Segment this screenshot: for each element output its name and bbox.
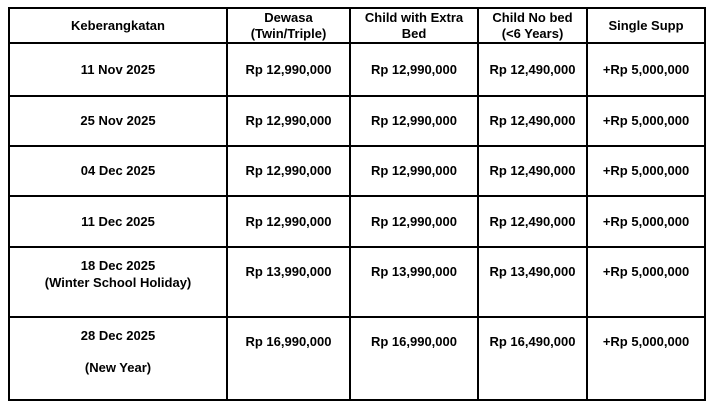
cell-departure-date [9, 196, 227, 247]
departure-date-line: 11 Nov 2025 [80, 61, 156, 77]
column-header-label: Child No bed [492, 9, 573, 25]
cell-child-extra-bed: Rp 16,990,000 [350, 317, 478, 400]
column-header-single_supp [587, 8, 705, 43]
cell-single-supp: +Rp 5,000,000 [587, 317, 705, 400]
table-body [9, 43, 705, 400]
cell-child-no-bed: Rp 12,490,000 [478, 196, 587, 247]
departure-date-line: (Winter School Holiday) [44, 275, 192, 290]
cell-child-extra-bed: Rp 12,990,000 [350, 146, 478, 196]
table-row [9, 317, 705, 400]
cell-departure-date [9, 146, 227, 196]
column-header-child_extra_bed [350, 8, 478, 43]
cell-dewasa: Rp 12,990,000 [227, 96, 350, 146]
cell-dewasa: Rp 16,990,000 [227, 317, 350, 400]
column-header-label: (Twin/Triple) [250, 25, 327, 41]
cell-departure-date [9, 43, 227, 96]
cell-departure-date [9, 96, 227, 146]
cell-departure-date [9, 317, 227, 400]
cell-dewasa: Rp 12,990,000 [227, 196, 350, 247]
table-row [9, 196, 705, 247]
table-row [9, 96, 705, 146]
column-header-label: Dewasa [264, 9, 313, 25]
cell-child-extra-bed: Rp 13,990,000 [350, 247, 478, 317]
header-row [9, 8, 705, 43]
cell-child-no-bed: Rp 12,490,000 [478, 96, 587, 146]
cell-departure-date [9, 247, 227, 317]
cell-dewasa: Rp 12,990,000 [227, 43, 350, 96]
table-row [9, 43, 705, 96]
column-header-label: Single Supp [608, 17, 684, 33]
cell-single-supp: +Rp 5,000,000 [587, 43, 705, 96]
column-header-label: Child with Extra [364, 9, 464, 25]
departure-date-line: 18 Dec 2025 [80, 258, 156, 273]
table-header [9, 8, 705, 43]
cell-child-no-bed: Rp 16,490,000 [478, 317, 587, 400]
cell-dewasa: Rp 12,990,000 [227, 146, 350, 196]
column-header-label: Keberangkatan [71, 17, 165, 33]
departure-date-line: 25 Nov 2025 [80, 113, 156, 128]
cell-child-no-bed: Rp 12,490,000 [478, 146, 587, 196]
cell-single-supp: +Rp 5,000,000 [587, 146, 705, 196]
cell-dewasa: Rp 13,990,000 [227, 247, 350, 317]
departure-date-line: 04 Dec 2025 [80, 163, 156, 178]
cell-child-extra-bed: Rp 12,990,000 [350, 196, 478, 247]
departure-date-line: 28 Dec 2025 [80, 328, 156, 343]
departure-price-table-container [8, 7, 706, 401]
cell-single-supp: +Rp 5,000,000 [587, 196, 705, 247]
cell-child-no-bed: Rp 12,490,000 [478, 43, 587, 96]
cell-child-extra-bed: Rp 12,990,000 [350, 96, 478, 146]
column-header-dewasa [227, 8, 350, 43]
departure-date-line: (New Year) [84, 360, 152, 375]
column-header-label: (<6 Years) [501, 25, 564, 41]
cell-single-supp: +Rp 5,000,000 [587, 247, 705, 317]
departure-date-line: 11 Dec 2025 [81, 213, 155, 229]
table-row [9, 247, 705, 317]
column-header-label: Bed [401, 25, 427, 41]
cell-child-extra-bed: Rp 12,990,000 [350, 43, 478, 96]
cell-single-supp: +Rp 5,000,000 [587, 96, 705, 146]
column-header-child_no_bed [478, 8, 587, 43]
price-table [8, 7, 706, 401]
column-header-date [9, 8, 227, 43]
cell-child-no-bed: Rp 13,490,000 [478, 247, 587, 317]
table-row [9, 146, 705, 196]
